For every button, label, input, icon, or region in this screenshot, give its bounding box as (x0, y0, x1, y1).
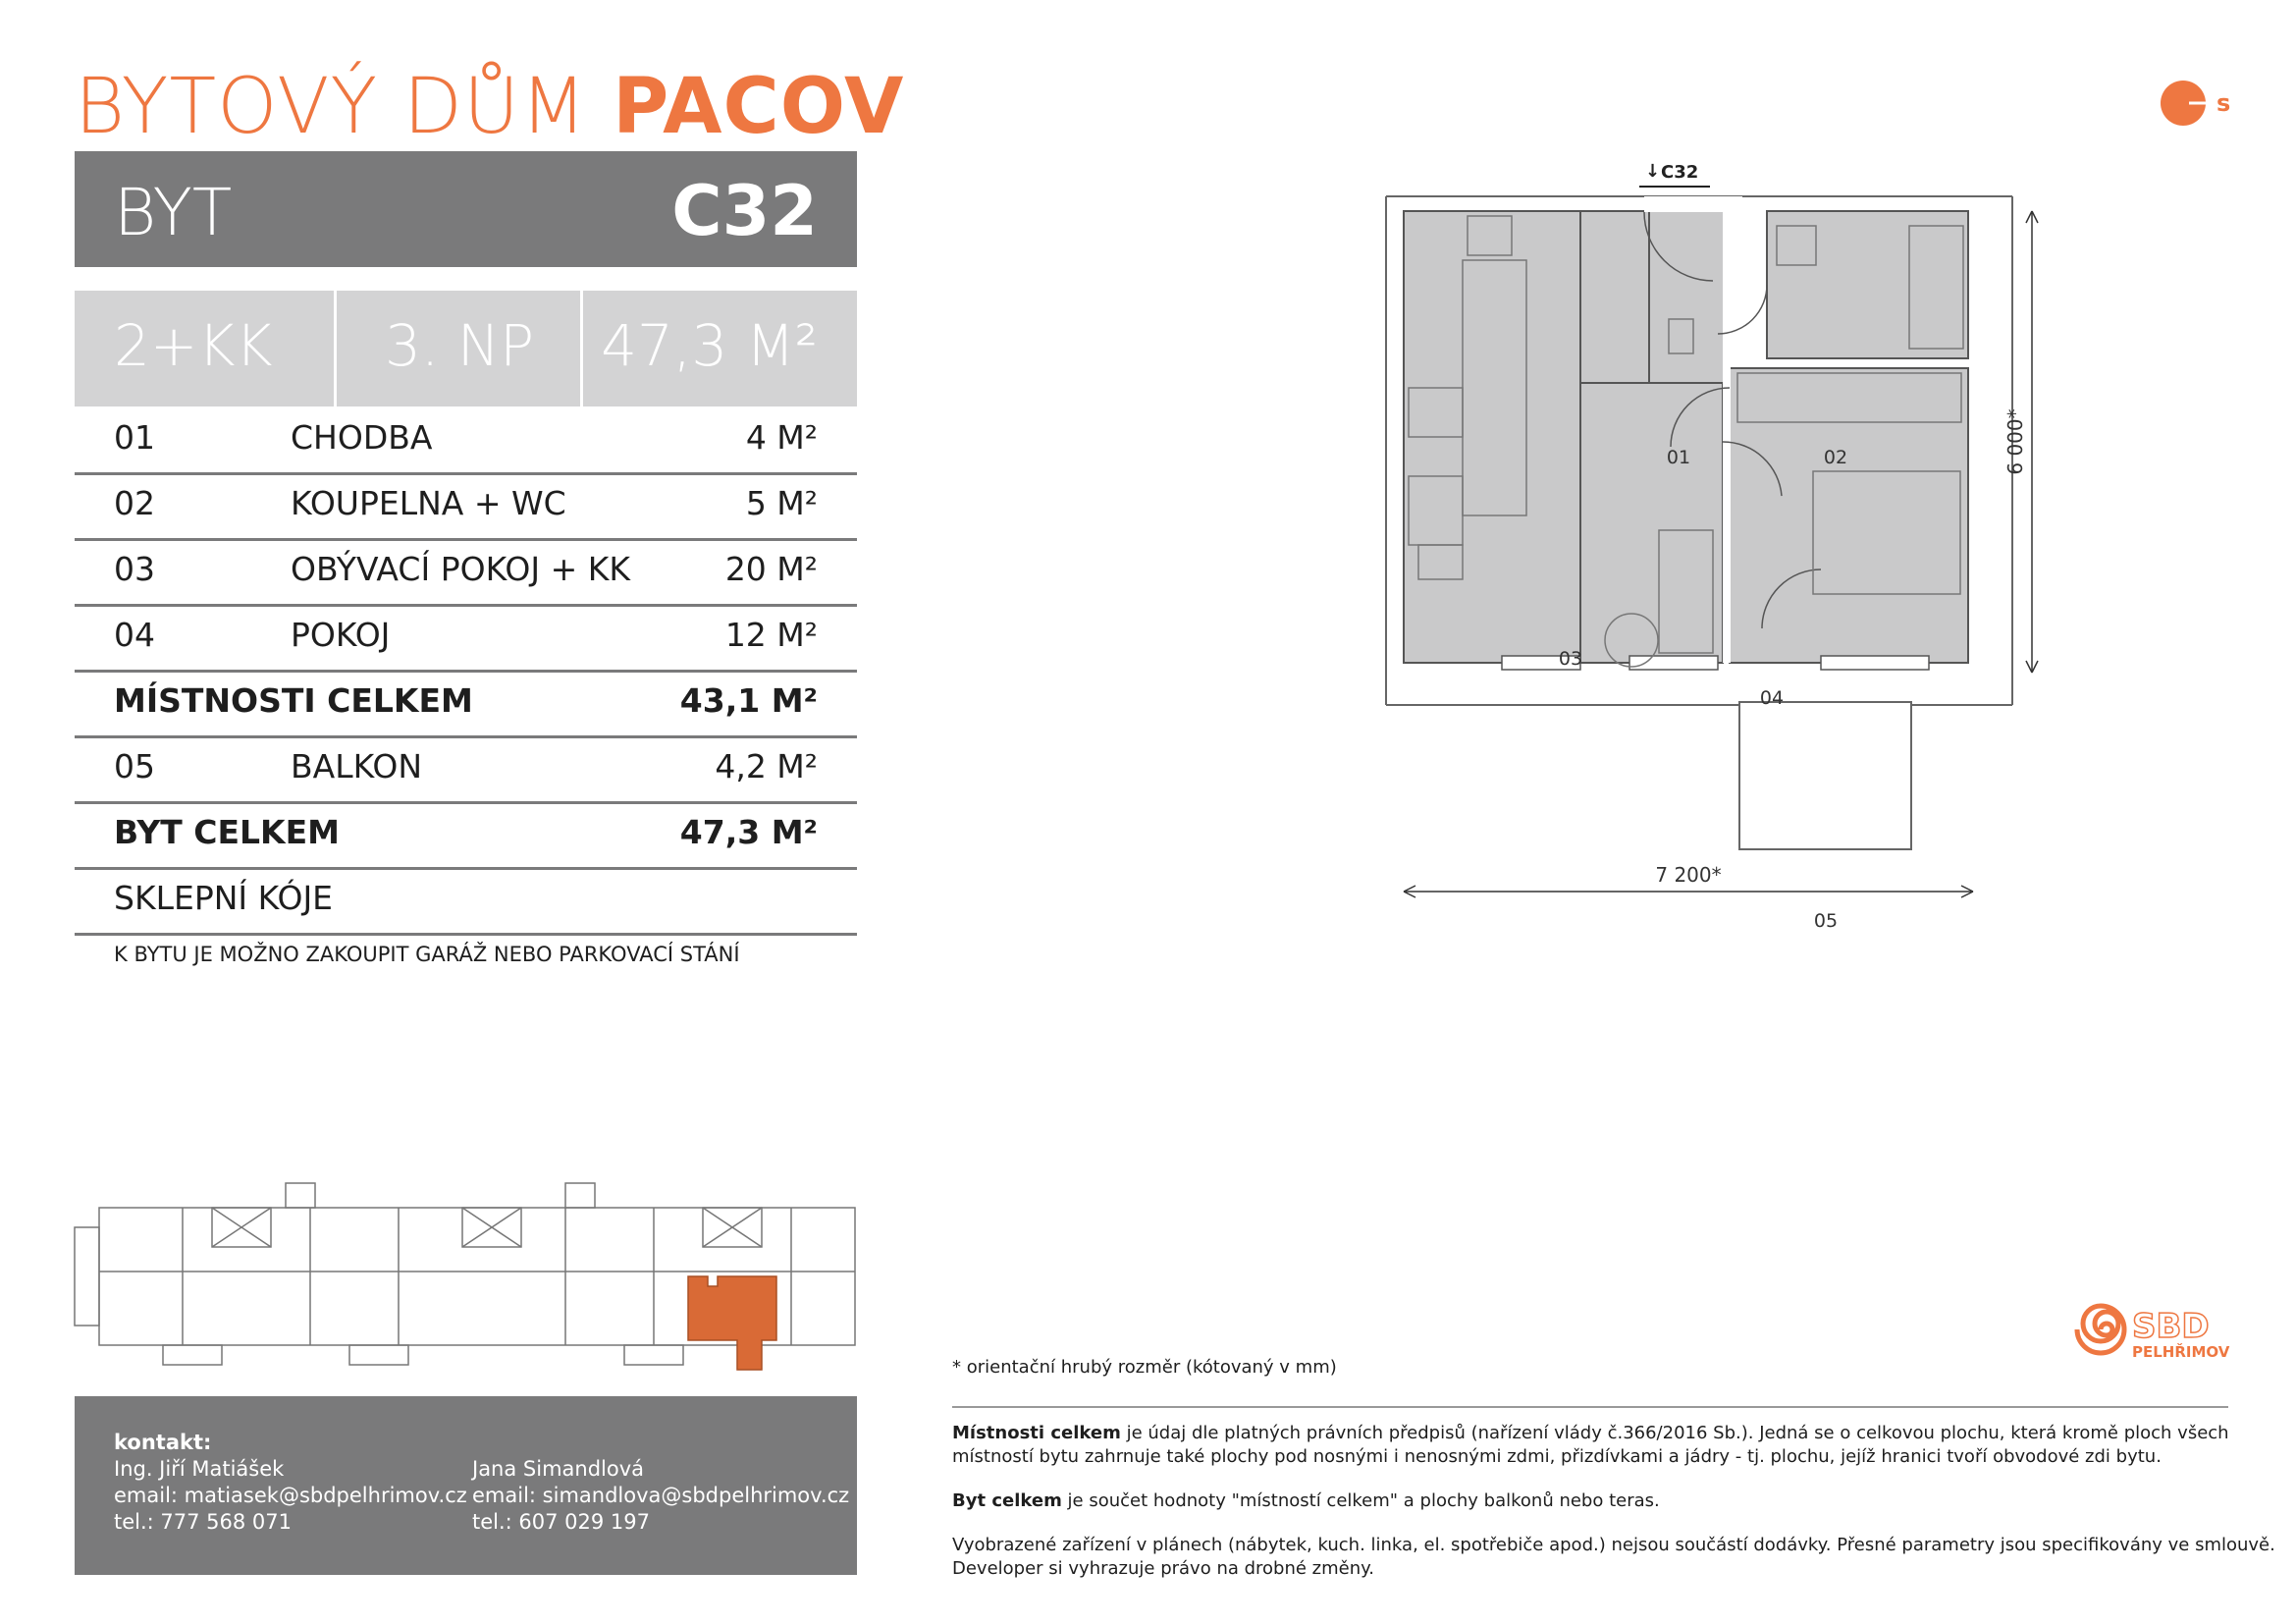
footnote-divider (952, 1406, 2228, 1408)
section-marker-label: C32 (1661, 162, 1699, 183)
equipment-footnote (952, 1534, 2275, 1581)
apartment-area: 47,3 M² (601, 312, 818, 379)
svg-text:s: s (2216, 89, 2231, 117)
room-number: 04 (114, 616, 155, 654)
cellar-row (75, 867, 857, 936)
garage-note: K BYTU JE MOŽNO ZAKOUPIT GARÁŽ NEBO PARKOVACÍ STÁNÍ (114, 943, 740, 966)
table-row (75, 406, 857, 475)
room-number: 01 (114, 418, 155, 457)
contact-email[interactable]: email: simandlova@sbdpelhrimov.cz (472, 1484, 850, 1507)
room-label-04: 04 (1759, 687, 1785, 709)
room-name: KOUPELNA + WC (291, 484, 566, 522)
room-label-03: 03 (1558, 648, 1583, 670)
table-row (75, 472, 857, 541)
room-area: 20 M² (724, 550, 818, 588)
floor-plan (1374, 147, 2061, 932)
contact-box (75, 1396, 857, 1575)
building-overview-plan (75, 1173, 860, 1380)
contact-email[interactable]: email: matiasek@sbdpelhrimov.cz (114, 1484, 467, 1507)
footnote-bold: Místnosti celkem (952, 1423, 1121, 1443)
rooms-total-area: 43,1 M² (679, 681, 818, 720)
logo-subtext: PELHŘIMOV (2132, 1343, 2230, 1361)
section-marker (1639, 157, 1718, 196)
spec-divider (334, 291, 337, 406)
apartment-layout: 2+KK (114, 312, 273, 379)
width-dimension-label: 7 200* (1655, 863, 1722, 887)
room-number: 05 (114, 747, 155, 785)
footnote-text: místností bytu zahrnuje také plochy pod nosnými i nenosnými zdmi, přizdívkami a jádry - tj. plochu, jejíž hranici tvoří obvodové zdi bytu. (952, 1446, 2162, 1467)
spec-bar (75, 291, 857, 406)
spec-divider (580, 291, 583, 406)
dimension-note: * orientační hrubý rozměr (kótovaný v mm) (952, 1357, 1337, 1378)
sbd-spiral-logo (2071, 1296, 2238, 1365)
apartment-total-footnote (952, 1489, 1660, 1513)
room-name: BALKON (291, 747, 423, 785)
contact-name: Ing. Jiří Matiášek (114, 1457, 285, 1481)
page-title (75, 63, 905, 151)
width-dimension (1394, 854, 1983, 903)
room-number: 03 (114, 550, 155, 588)
footnote-text: Vyobrazené zařízení v plánech (nábytek, kuch. linka, el. spotřebiče apod.) nejsou součástí dodávky. Přesné parametry jsou specifikovány ve smlouvě. (952, 1535, 2275, 1555)
title-bold: PACOV (613, 63, 905, 151)
room-label-01: 01 (1666, 447, 1691, 468)
contact-name: Jana Simandlová (472, 1457, 645, 1481)
table-row (75, 735, 857, 804)
contact-phone[interactable]: tel.: 607 029 197 (472, 1510, 651, 1534)
room-area: 4,2 M² (715, 747, 818, 785)
apartment-bar (75, 151, 857, 267)
room-label-05: 05 (1813, 910, 1839, 932)
apartment-code: C32 (671, 171, 818, 251)
contact-heading: kontakt: (114, 1431, 212, 1454)
room-name: CHODBA (291, 418, 433, 457)
footnote-text: Developer si vyhrazuje právo na drobné změny. (952, 1558, 1374, 1579)
table-row (75, 538, 857, 607)
room-name: POKOJ (291, 616, 391, 654)
rooms-total-row (75, 670, 857, 738)
footnote-text: je údaj dle platných právních předpisů (nařízení vlády č.366/2016 Sb.). Jedná se o celkovou plochu, která kromě ploch všech (1120, 1423, 2229, 1443)
apartment-label: BYT (114, 175, 233, 250)
height-dimension (2002, 206, 2061, 677)
cellar-label: SKLEPNÍ KÓJE (114, 879, 334, 917)
apartment-floor: 3. NP (385, 312, 535, 379)
footnote-text: je součet hodnoty "místností celkem" a plochy balkonů nebo teras. (1061, 1490, 1660, 1511)
brand-mark-icon (2160, 79, 2238, 128)
rooms-total-label: MÍSTNOSTI CELKEM (114, 681, 473, 720)
height-dimension-label: 6 000* (2003, 408, 2027, 475)
room-area: 5 M² (745, 484, 818, 522)
title-light: BYTOVÝ DŮM (75, 63, 588, 151)
room-number: 02 (114, 484, 155, 522)
room-name: OBÝVACÍ POKOJ + KK (291, 550, 631, 588)
rooms-total-footnote (952, 1422, 2229, 1469)
apartment-total-area: 47,3 M² (679, 813, 818, 851)
table-row (75, 604, 857, 673)
room-area: 4 M² (745, 418, 818, 457)
contact-phone[interactable]: tel.: 777 568 071 (114, 1510, 293, 1534)
room-label-02: 02 (1823, 447, 1848, 468)
apartment-total-label: BYT CELKEM (114, 813, 340, 851)
room-area: 12 M² (724, 616, 818, 654)
svg-text:↓: ↓ (1645, 161, 1661, 182)
footnote-bold: Byt celkem (952, 1490, 1062, 1511)
apartment-total-row (75, 801, 857, 870)
logo-text: SBD (2132, 1307, 2210, 1346)
